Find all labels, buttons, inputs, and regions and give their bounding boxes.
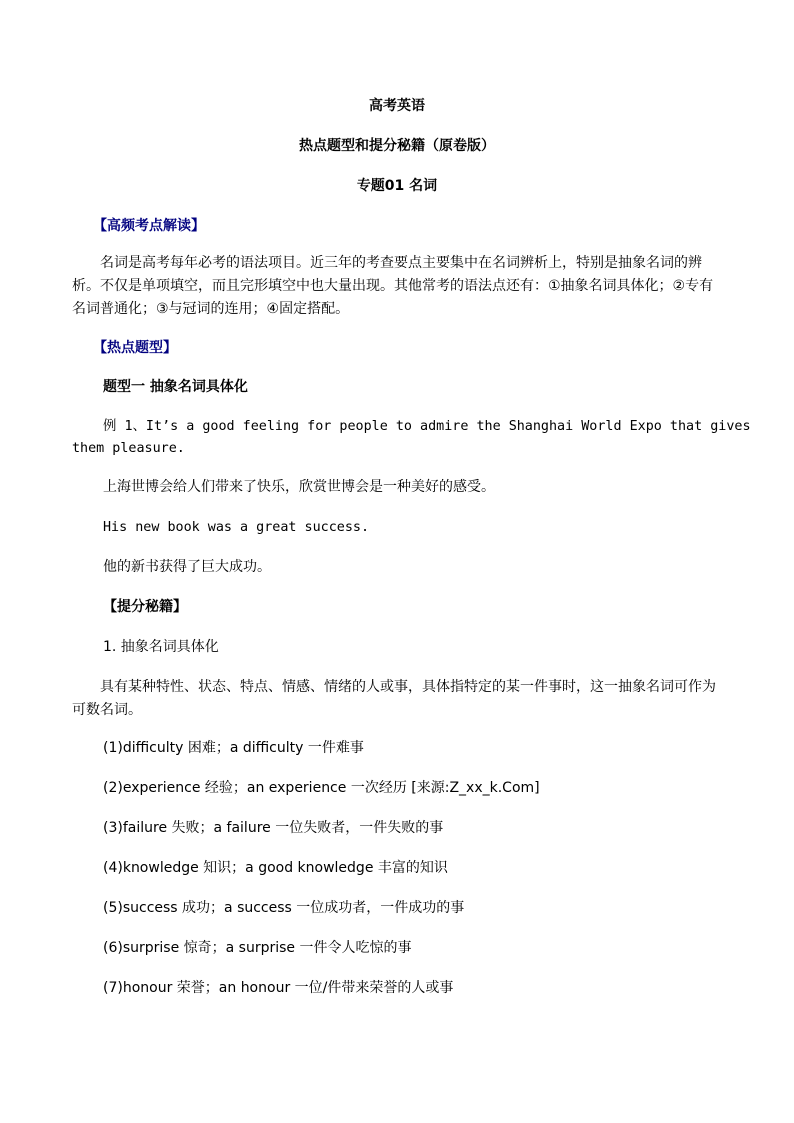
- list-item: (6)surprise 惊奇；a surprise 一件令人吃惊的事: [103, 940, 412, 956]
- document-subtitle: 热点题型和提分秘籍（原卷版）: [299, 138, 495, 154]
- list-item: (5)success 成功；a success 一位成功者，一件成功的事: [103, 900, 465, 916]
- heading-tips: 【提分秘籍】: [103, 599, 187, 615]
- topic-title: 专题01 名词: [356, 178, 438, 194]
- tip-point-title: 1. 抽象名词具体化: [103, 639, 219, 655]
- list-item: (4)knowledge 知识；a good knowledge 丰富的知识: [103, 860, 448, 876]
- list-item: (1)difficulty 困难；a difficulty 一件难事: [103, 740, 364, 756]
- example-1-line-2: them pleasure.: [72, 441, 185, 456]
- list-item: (3)failure 失败；a failure 一位失败者，一件失败的事: [103, 820, 444, 836]
- example-2-translation: 他的新书获得了巨大成功。: [103, 559, 271, 575]
- example-1-translation: 上海世博会给人们带来了快乐，欣赏世博会是一种美好的感受。: [103, 479, 495, 495]
- list-item: (2)experience 经验；an experience 一次经历 [来源:Z_xx_k.Com]: [103, 780, 540, 796]
- question-type-title: 题型一 抽象名词具体化: [103, 379, 248, 395]
- example-2-sentence: His new book was a great success.: [103, 520, 370, 535]
- interpretation-paragraph: 名词是高考每年必考的语法项目。近三年的考查要点主要集中在名词辨析上，特别是抽象名词的辨析。不仅是单项填空，而且完形填空中也大量出现。其他常考的语法点还有：①抽象名词具体化；②专有名词普通化；③与冠词的连用；④固定搭配。: [72, 255, 714, 317]
- heading-hot-types: 【热点题型】: [93, 340, 177, 356]
- tip-explanation: 具有某种特性、状态、特点、情感、情绪的人或事，具体指特定的某一件事时，这一抽象名词可作为可数名词。: [72, 679, 716, 718]
- example-1-line-1: 例 1、It’s a good feeling for people to admire the Shanghai World Expo that gives: [103, 419, 751, 434]
- heading-high-frequency: 【高频考点解读】: [93, 218, 205, 234]
- document-title: 高考英语: [369, 98, 425, 114]
- list-item: (7)honour 荣誉；an honour 一位/件带来荣誉的人或事: [103, 980, 454, 996]
